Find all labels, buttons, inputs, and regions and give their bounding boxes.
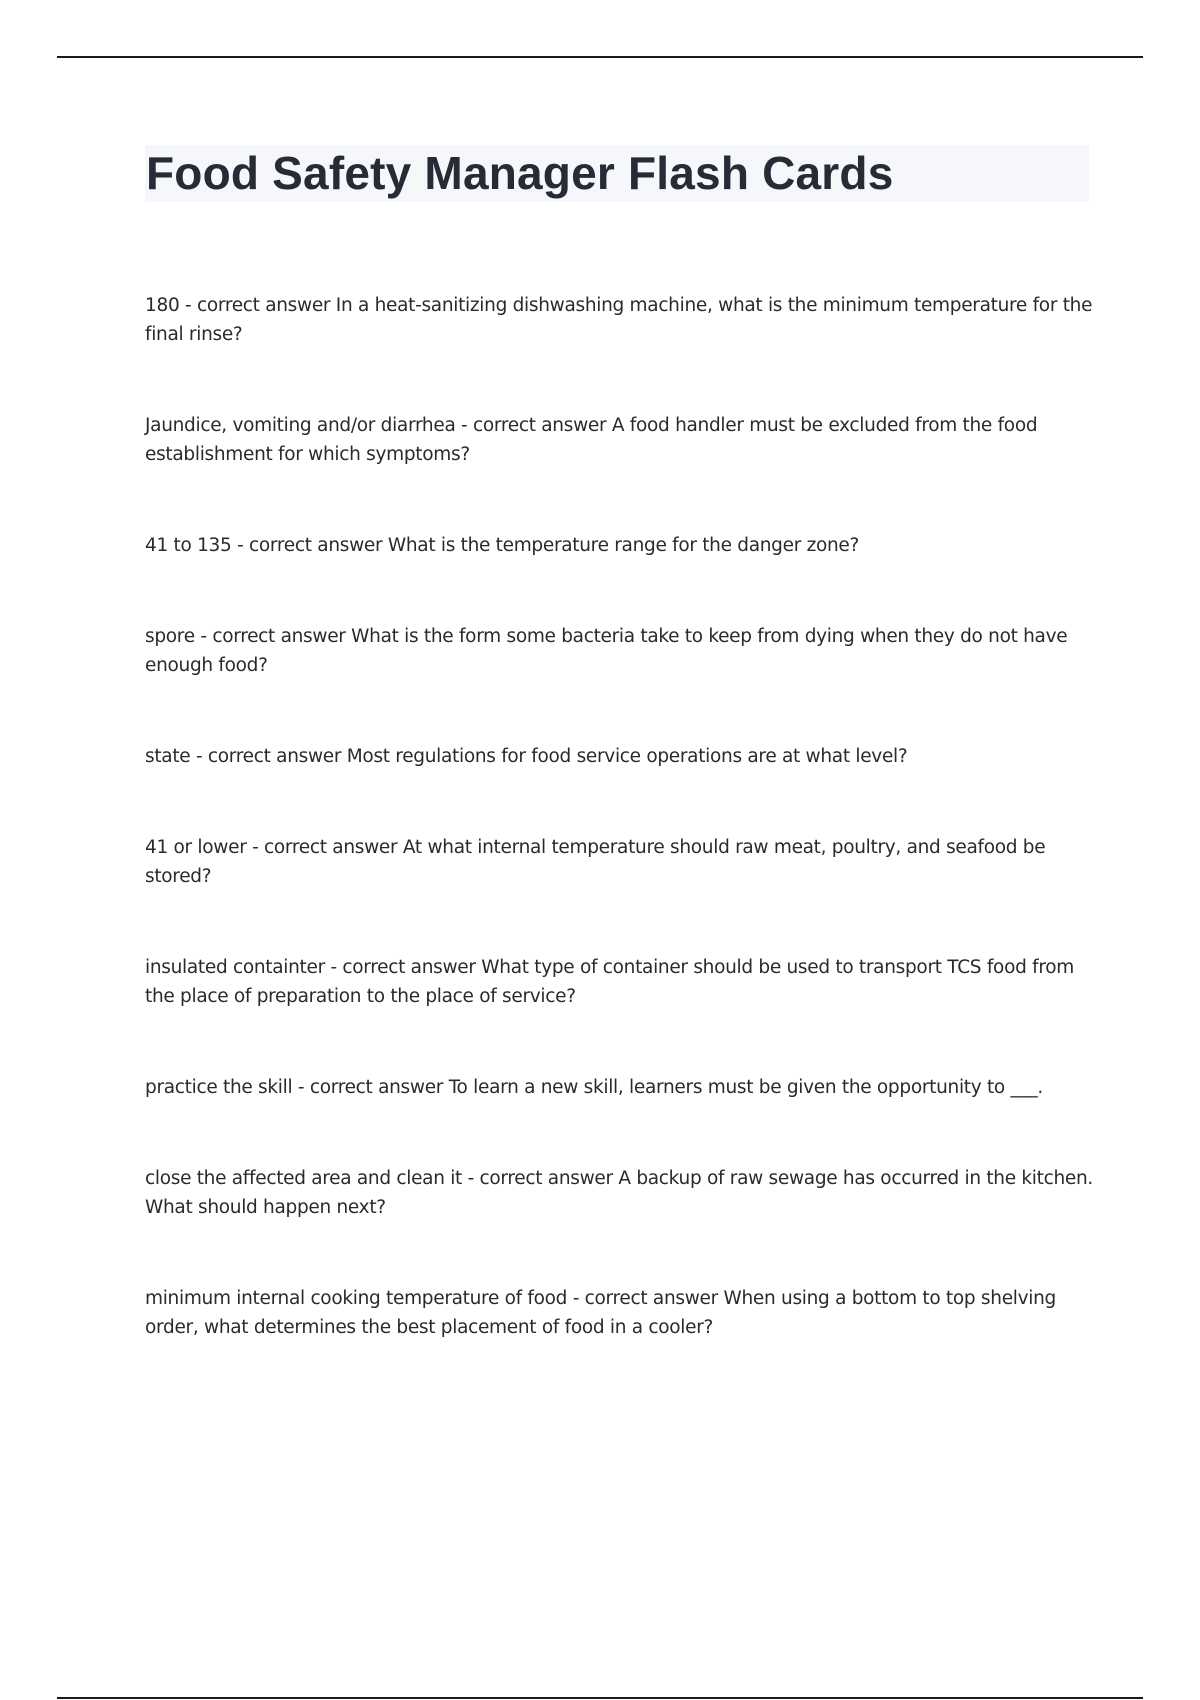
flash-card: Jaundice, vomiting and/or diarrhea - correct answer A food handler must be excluded from the food establishment for which symptoms? bbox=[145, 415, 1038, 465]
flash-card: 41 to 135 - correct answer What is the temperature range for the danger zone? bbox=[145, 535, 860, 556]
flash-card: close the affected area and clean it - correct answer A backup of raw sewage has occurred in the kitchen. What should happen next? bbox=[145, 1168, 1093, 1218]
flash-card: 41 or lower - correct answer At what internal temperature should raw meat, poultry, and seafood be stored? bbox=[145, 837, 1046, 887]
flash-card: state - correct answer Most regulations for food service operations are at what level? bbox=[145, 746, 908, 767]
flash-card: spore - correct answer What is the form some bacteria take to keep from dying when they do not have enough food? bbox=[145, 626, 1068, 676]
bottom-rule bbox=[57, 1697, 1143, 1699]
page-title: Food Safety Manager Flash Cards bbox=[146, 147, 894, 199]
flash-card: practice the skill - correct answer To learn a new skill, learners must be given the opportunity to ___. bbox=[145, 1077, 1043, 1098]
top-rule bbox=[57, 56, 1143, 58]
flash-card: 180 - correct answer In a heat-sanitizing dishwashing machine, what is the minimum temperature for the final rinse? bbox=[145, 295, 1093, 345]
flash-card: insulated containter - correct answer What type of container should be used to transport TCS food from the place of preparation to the place of service? bbox=[145, 957, 1074, 1007]
flash-card: minimum internal cooking temperature of food - correct answer When using a bottom to top shelving order, what determines the best placement of food in a cooler? bbox=[145, 1288, 1056, 1338]
